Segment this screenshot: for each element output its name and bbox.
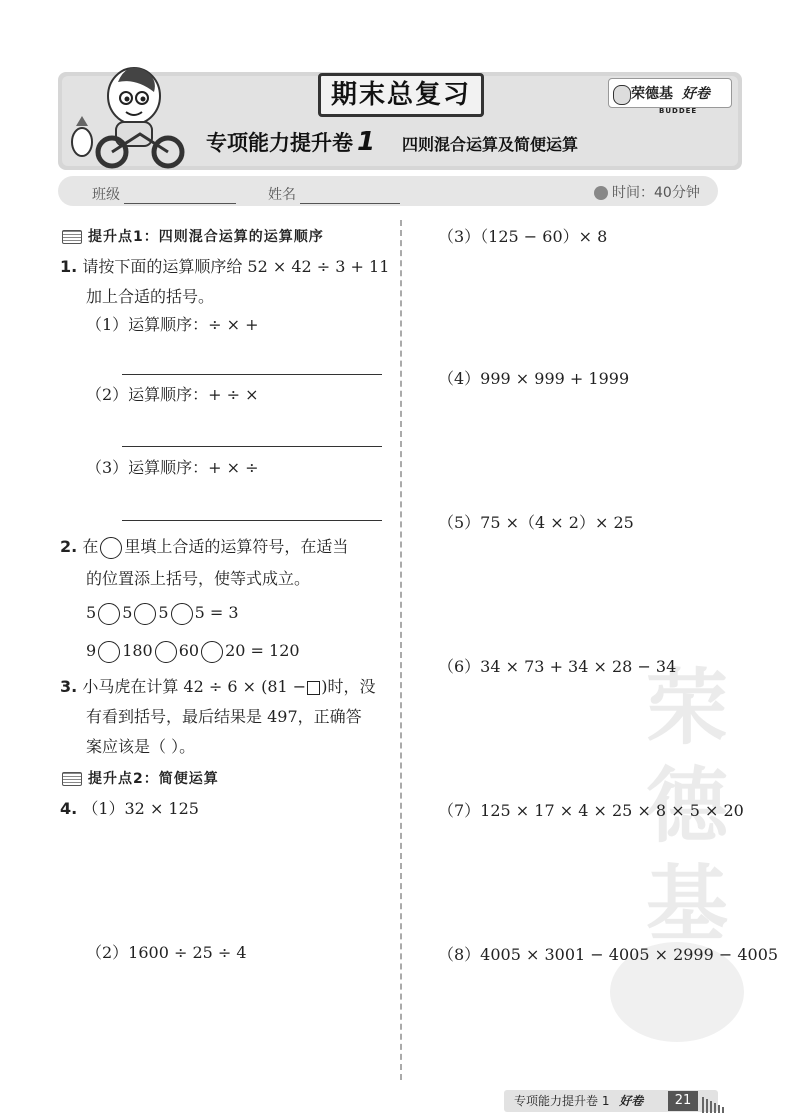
question-number: 1. (60, 257, 78, 276)
q4-part-4: （4）999 × 999 + 1999 (438, 369, 630, 388)
blank-circle[interactable] (155, 641, 177, 663)
q1-text-line1: 请按下面的运算顺序给 52 × 42 ÷ 3 + 11 (82, 257, 390, 276)
q2-text-line2: 的位置添上括号，使等式成立。 (86, 569, 311, 588)
bar (706, 1099, 708, 1113)
clock-icon (594, 186, 608, 200)
subtitle-main: 专项能力提升卷 (206, 131, 353, 155)
section-heading-1 (62, 226, 324, 246)
blank-square[interactable] (307, 681, 320, 695)
book-icon (62, 772, 82, 786)
operand: 180 (122, 641, 153, 660)
name-label: 姓名 (268, 187, 296, 203)
question-number: 2. (60, 537, 78, 556)
subtitle-number: 1 (357, 127, 376, 157)
question-4 (60, 794, 199, 824)
question-number: 4. (60, 799, 78, 818)
bar (722, 1107, 724, 1113)
question-1 (60, 252, 390, 282)
q1-part-1: （1）运算顺序：÷ × + (86, 315, 259, 334)
subtitle (206, 127, 375, 157)
watermark-char: 德 (645, 759, 728, 854)
q4-part-2: （2）1600 ÷ 25 ÷ 4 (86, 943, 247, 962)
q2-equation-2 (86, 636, 300, 666)
q4-part-8: （8）4005 × 3001 − 4005 × 2999 − 4005 (438, 945, 779, 964)
q2-equation-1 (86, 598, 239, 628)
question-2 (60, 532, 396, 562)
q3-text-b: )时，没 (321, 677, 376, 696)
operand: 5 (122, 603, 133, 622)
subtitle-topic: 四则混合运算及简便运算 (402, 135, 579, 154)
class-label: 班级 (92, 187, 120, 203)
blank-circle[interactable] (201, 641, 223, 663)
answer-line[interactable] (122, 374, 382, 375)
class-input-line[interactable] (124, 187, 236, 204)
logo-sub: BUDDEE (659, 107, 698, 115)
logo-face-icon (613, 85, 631, 105)
time-label: 时间：40分钟 (612, 185, 700, 201)
blank-circle[interactable] (100, 537, 122, 559)
q4-part-5: （5）75 ×（4 × 2）× 25 (438, 513, 634, 532)
blank-circle[interactable] (98, 603, 120, 625)
operand: 60 (178, 641, 200, 660)
section-2-title: 提升点2：简便运算 (88, 771, 219, 787)
q3-text-line3: 案应该是（ ）。 (86, 737, 196, 756)
answer-line[interactable] (122, 446, 382, 447)
watermark-char: 荣 (645, 661, 728, 756)
q1-part-2: （2）运算顺序：+ ÷ × (86, 385, 259, 404)
blank-circle[interactable] (98, 641, 120, 663)
q3-text-a: 小马虎在计算 42 ÷ 6 × (81 − (82, 677, 307, 696)
time-info (594, 182, 700, 202)
name-input-line[interactable] (300, 187, 400, 204)
book-icon (62, 230, 82, 244)
operand: 5 (158, 603, 169, 622)
operand: 5 (86, 603, 97, 622)
bar (710, 1101, 712, 1113)
name-field (268, 184, 400, 204)
column-divider (400, 220, 402, 1080)
q4-part-7: （7）125 × 17 × 4 × 25 × 8 × 5 × 20 (438, 801, 744, 820)
answer-line[interactable] (122, 520, 382, 521)
watermark-char: 基 (645, 857, 728, 952)
bar (718, 1105, 720, 1113)
page-title: 期末总复习 (318, 73, 484, 117)
logo-brand: 好卷 (681, 86, 710, 102)
logo-text: 荣德基 (631, 86, 673, 102)
q2-text-b: 里填上合适的运算符号，在适当 (124, 537, 349, 556)
blank-circle[interactable] (171, 603, 193, 625)
mascot-icon (66, 52, 196, 172)
q1-text-line2: 加上合适的括号。 (86, 287, 215, 306)
operand: 9 (86, 641, 97, 660)
q3-text-line2: 有看到括号，最后结果是 497，正确答 (86, 707, 362, 726)
footer-brand: 好卷 (619, 1094, 644, 1108)
page-number: 21 (668, 1091, 698, 1111)
q2-text-a: 在 (82, 537, 99, 556)
publisher-logo (608, 78, 732, 115)
q4-part-1: （1）32 × 125 (82, 799, 199, 818)
bar (702, 1097, 704, 1113)
q4-part-3: （3）（125 − 60）× 8 (438, 227, 608, 246)
operand: 5 = 3 (194, 603, 239, 622)
question-number: 3. (60, 677, 78, 696)
blank-circle[interactable] (134, 603, 156, 625)
footer-bars (702, 1094, 726, 1113)
q4-part-6: （6）34 × 73 + 34 × 28 − 34 (438, 657, 677, 676)
footer-label: 专项能力提升卷 1 (514, 1094, 610, 1108)
q1-part-3: （3）运算顺序：+ × ÷ (86, 458, 259, 477)
section-1-title: 提升点1：四则混合运算的运算顺序 (88, 229, 324, 245)
operand: 20 = 120 (225, 641, 300, 660)
section-heading-2 (62, 768, 219, 788)
bar (714, 1103, 716, 1113)
class-field (92, 184, 236, 204)
question-3 (60, 672, 396, 702)
